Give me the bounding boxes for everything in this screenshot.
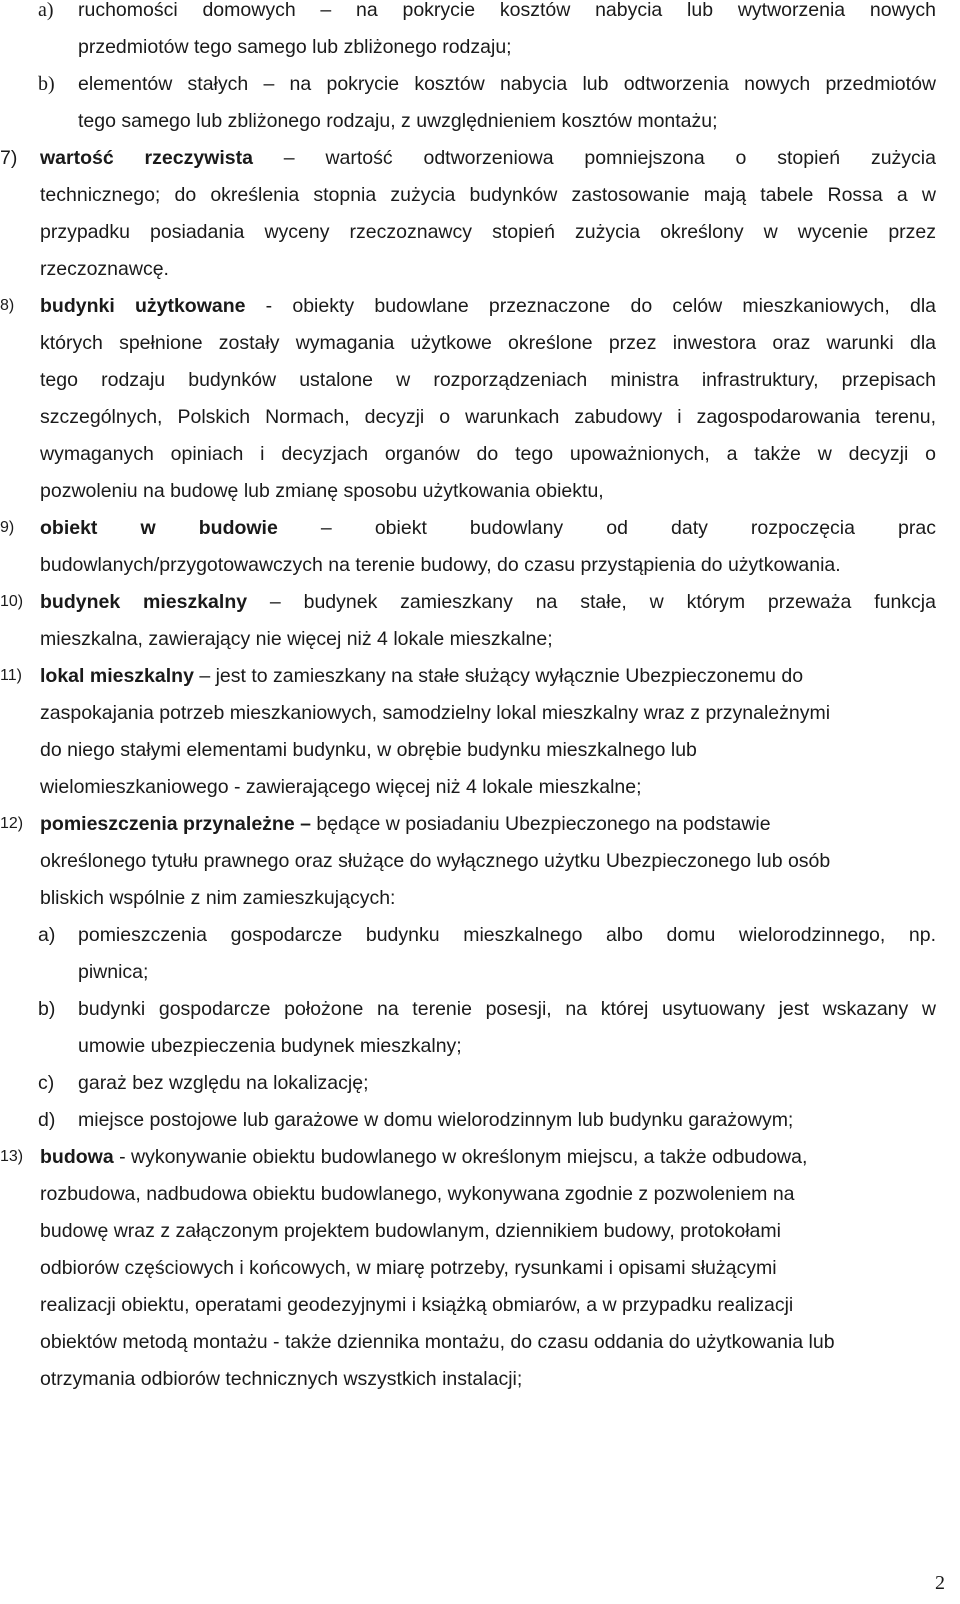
defined-term: obiekt w budowie: [40, 517, 278, 539]
line-text: [78, 1032, 936, 1060]
defined-term: pomieszczenia przynależne –: [40, 813, 311, 835]
line-content: rozbudowa, nadbudowa obiektu budowlanego, wykonywana zgodnie z pozwoleniem na: [40, 1183, 795, 1205]
line-content: szczególnych, Polskich Normach, decyzji o warunkach zabudowy i zagospodarowania terenu,: [40, 406, 936, 428]
line-content: budynki gospodarcze położone na terenie posesji, na której usytuowany jest wskazany w: [78, 998, 936, 1020]
list-marker: 7): [0, 147, 18, 169]
line-text: [40, 1143, 936, 1171]
line-content: budowę wraz z załączonym projektem budowlanym, dziennikiem budowy, protokołami: [40, 1220, 781, 1242]
line-text: [78, 1069, 936, 1097]
definition-text: - obiekty budowlane przeznaczone do celów mieszkaniowych, dla: [245, 295, 936, 317]
line-content: bliskich wspólnie z nim zamieszkujących:: [40, 887, 396, 909]
line-content: mieszkalna, zawierający nie więcej niż 4 lokale mieszkalne;: [40, 628, 553, 650]
line-text: [40, 477, 936, 505]
line-text: [40, 884, 936, 912]
line-text: [40, 144, 936, 172]
line-content: obiektów metodą montażu - także dziennika montażu, do czasu oddania do użytkowania lub: [40, 1331, 835, 1353]
defined-term: lokal mieszkalny: [40, 665, 194, 687]
line-text: [40, 255, 936, 283]
line-content: tego samego lub zbliżonego rodzaju, z uwzględnieniem kosztów montażu;: [78, 110, 718, 132]
list-marker: a): [38, 924, 56, 946]
line-content: odbiorów częściowych i końcowych, w miarę potrzeby, rysunkami i opisami służącymi: [40, 1257, 777, 1279]
defined-term: budynek mieszkalny: [40, 591, 248, 613]
line-content: otrzymania odbiorów technicznych wszystkich instalacji;: [40, 1368, 523, 1390]
list-marker: 11): [0, 667, 22, 684]
list-marker: c): [38, 1072, 55, 1094]
line-content: elementów stałych – na pokrycie kosztów nabycia lub odtworzenia nowych przedmiotów: [78, 73, 936, 95]
line-content: technicznego; do określenia stopnia zużycia budynków zastosowanie mają tabele Rossa a w: [40, 184, 936, 206]
line-content: zaspokajania potrzeb mieszkaniowych, samodzielny lokal mieszkalny wraz z przynależnymi: [40, 702, 831, 724]
line-text: [40, 218, 936, 246]
line-text: [78, 33, 936, 61]
line-text: [40, 329, 936, 357]
line-content: rzeczoznawcę.: [40, 258, 169, 280]
line-text: [78, 1106, 936, 1134]
list-marker: 12): [0, 815, 24, 832]
line-text: [78, 921, 936, 949]
line-content: tego rodzaju budynków ustalone w rozporządzeniach ministra infrastruktury, przepisach: [40, 369, 936, 391]
line-text: [78, 0, 936, 24]
line-text: [78, 70, 936, 98]
line-content: garaż bez względu na lokalizację;: [78, 1072, 369, 1094]
line-text: [40, 736, 936, 764]
line-content: umowie ubezpieczenia budynek mieszkalny;: [78, 1035, 462, 1057]
line-content: do niego stałymi elementami budynku, w obrębie budynku mieszkalnego lub: [40, 739, 697, 761]
line-content: pomieszczenia gospodarcze budynku mieszkalnego albo domu wielorodzinnego, np.: [78, 924, 936, 946]
line-text: [40, 1291, 936, 1319]
list-marker: a): [38, 0, 54, 21]
line-text: [40, 1328, 936, 1356]
line-text: [40, 181, 936, 209]
line-content: których spełnione zostały wymagania użytkowe określone przez inwestora oraz warunki dla: [40, 332, 936, 354]
line-text: [40, 292, 936, 320]
line-content: budowlanych/przygotowawczych na terenie budowy, do czasu przystąpienia do użytkowania.: [40, 554, 841, 576]
line-text: [40, 1365, 936, 1393]
line-text: [40, 699, 936, 727]
line-text: [40, 662, 936, 690]
line-content: wielomieszkaniowego - zawierającego więcej niż 4 lokale mieszkalne;: [40, 776, 642, 798]
definition-text: – wartość odtworzeniowa pomniejszona o stopień zużycia: [252, 147, 936, 169]
line-text: [40, 1217, 936, 1245]
line-text: [78, 995, 936, 1023]
line-content: piwnica;: [78, 961, 149, 983]
line-content: przedmiotów tego samego lub zbliżonego rodzaju;: [78, 36, 512, 58]
line-text: [40, 773, 936, 801]
line-text: [40, 514, 936, 542]
definition-text: - wykonywanie obiektu budowlanego w określonym miejscu, a także odbudowa,: [113, 1146, 808, 1168]
line-content: ruchomości domowych – na pokrycie kosztów nabycia lub wytworzenia nowych: [78, 0, 936, 21]
line-text: [40, 625, 936, 653]
line-text: [40, 1180, 936, 1208]
definition-text: – jest to zamieszkany na stałe służący wyłącznie Ubezpieczonemu do: [193, 665, 804, 687]
line-content: realizacji obiektu, operatami geodezyjnymi i książką obmiarów, a w przypadku realizacji: [40, 1294, 794, 1316]
line-content: pozwoleniu na budowę lub zmianę sposobu użytkowania obiektu,: [40, 480, 604, 502]
line-text: [40, 366, 936, 394]
definition-text: będące w posiadaniu Ubezpieczonego na podstawie: [310, 813, 771, 835]
line-text: [78, 958, 936, 986]
list-marker: b): [38, 73, 55, 95]
line-text: [40, 1254, 936, 1282]
list-marker: 8): [0, 297, 15, 314]
definition-text: – obiekt budowlany od daty rozpoczęcia prac: [277, 517, 936, 539]
line-text: [40, 810, 936, 838]
line-text: [78, 107, 936, 135]
line-content: przypadku posiadania wyceny rzeczoznawcy stopień zużycia określony w wycenie przez: [40, 221, 936, 243]
list-marker: 9): [0, 519, 15, 536]
line-text: [40, 551, 936, 579]
defined-term: wartość rzeczywista: [40, 147, 253, 169]
line-content: określonego tytułu prawnego oraz służące do wyłącznego użytku Ubezpieczonego lub osób: [40, 850, 831, 872]
definition-text: – budynek zamieszkany na stałe, w którym przeważa funkcja: [247, 591, 936, 613]
line-text: [40, 588, 936, 616]
line-text: [40, 847, 936, 875]
page-number: 2: [935, 1572, 945, 1594]
list-marker: 13): [0, 1148, 24, 1165]
list-marker: b): [38, 998, 56, 1020]
line-text: [40, 440, 936, 468]
list-marker: d): [38, 1109, 56, 1131]
defined-term: budynki użytkowane: [40, 295, 246, 317]
line-text: [40, 403, 936, 431]
line-content: wymaganych opiniach i decyzjach organów do tego upoważnionych, a także w decyzji o: [40, 443, 936, 465]
line-content: miejsce postojowe lub garażowe w domu wielorodzinnym lub budynku garażowym;: [78, 1109, 794, 1131]
list-marker: 10): [0, 593, 24, 610]
defined-term: budowa: [40, 1146, 114, 1168]
